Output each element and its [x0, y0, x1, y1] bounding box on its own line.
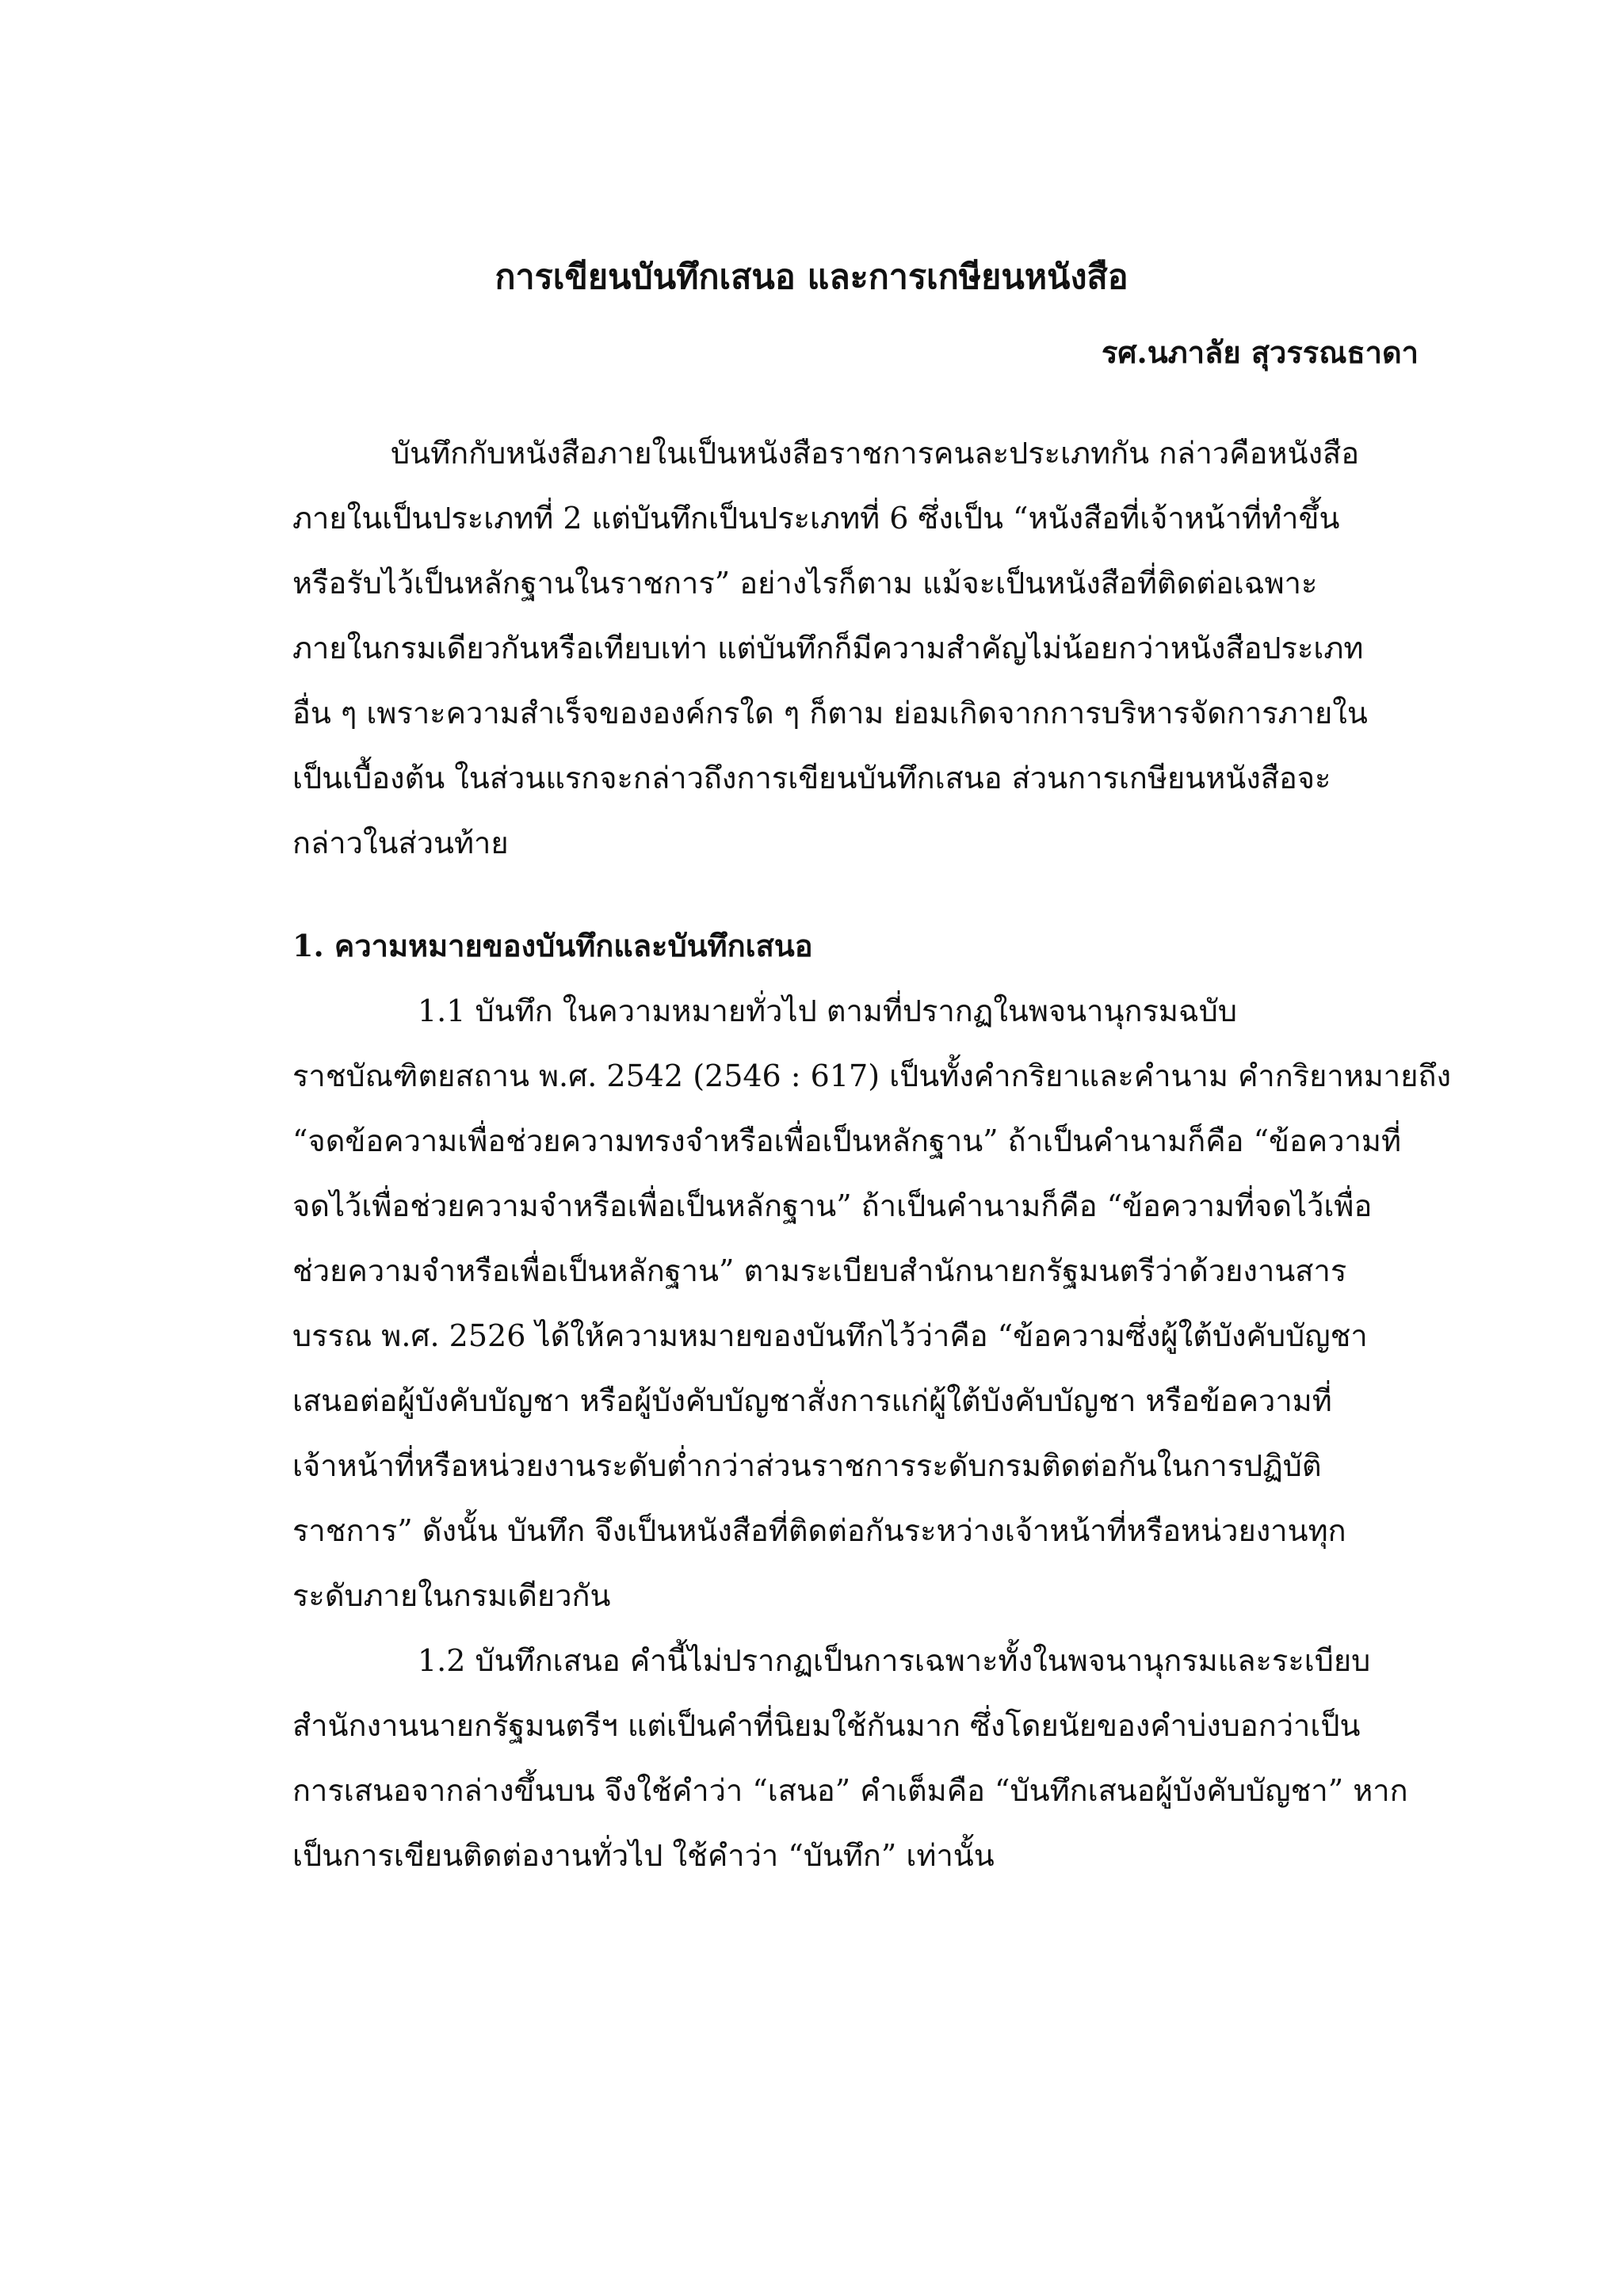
intro-line: เป็นเบื้องต้น ในส่วนแรกจะกล่าวถึงการเขียนบันทึกเสนอ ส่วนการเกษียนหนังสือจะ — [292, 761, 1331, 795]
intro-line: ภายในกรมเดียวกันหรือเทียบเท่า แต่บันทึกก็มีความสำคัญไม่น้อยกว่าหนังสือประเภท — [292, 631, 1364, 666]
section-1-1-line: จดไว้เพื่อช่วยความจำหรือเพื่อเป็นหลักฐาน” ถ้าเป็นคำนามก็คือ “ข้อความที่จดไว้เพื่อ — [292, 1188, 1373, 1223]
section-1-2-line: เป็นการเขียนติดต่องานทั่วไป ใช้คำว่า “บันทึก” เท่านั้น — [292, 1838, 995, 1873]
section-1-1-line: ราชบัณฑิตยสถาน พ.ศ. 2542 (2546 : 617) เป็นทั้งคำกริยาและคำนาม คำกริยาหมายถึง — [292, 1058, 1452, 1093]
section-1-1-line: บรรณ พ.ศ. 2526 ได้ให้ความหมายของบันทึกไว้ว่าคือ “ข้อความซึ่งผู้ใต้บังคับบัญชา — [292, 1318, 1368, 1353]
section-1-2-line: 1.2 บันทึกเสนอ คำนี้ไม่ปรากฏเป็นการเฉพาะทั้งในพจนานุกรมและระเบียบ — [418, 1643, 1371, 1678]
section-1-1-line: เสนอต่อผู้บังคับบัญชา หรือผู้บังคับบัญชาสั่งการแก่ผู้ใต้บังคับบัญชา หรือข้อความที่ — [292, 1383, 1332, 1418]
section-1-1-line: เจ้าหน้าที่หรือหน่วยงานระดับต่ำกว่าส่วนราชการระดับกรมติดต่อกันในการปฏิบัติ — [292, 1448, 1322, 1483]
intro-line: ภายในเป็นประเภทที่ 2 แต่บันทึกเป็นประเภทที่ 6 ซึ่งเป็น “หนังสือที่เจ้าหน้าที่ทำขึ้น — [292, 501, 1340, 536]
document-author: รศ.นภาลัย สุวรรณธาดา — [1101, 334, 1419, 370]
section-1-1-line: 1.1 บันทึก ในความหมายทั่วไป ตามที่ปรากฏในพจนานุกรมฉบับ — [418, 994, 1238, 1028]
section-1-1-line: ช่วยความจำหรือเพื่อเป็นหลักฐาน” ตามระเบียบสำนักนายกรัฐมนตรีว่าด้วยงานสาร — [292, 1253, 1347, 1288]
section-1-2-line: การเสนอจากล่างขึ้นบน จึงใช้คำว่า “เสนอ” คำเต็มคือ “บันทึกเสนอผู้บังคับบัญชา” หาก — [292, 1773, 1408, 1808]
section-heading: 1. ความหมายของบันทึกและบันทึกเสนอ — [292, 928, 813, 963]
document-title: การเขียนบันทึกเสนอ และการเกษียนหนังสือ — [495, 257, 1128, 297]
section-1-2-line: สำนักงานนายกรัฐมนตรีฯ แต่เป็นคำที่นิยมใช้กันมาก ซึ่งโดยนัยของคำบ่งบอกว่าเป็น — [292, 1708, 1361, 1743]
intro-line: หรือรับไว้เป็นหลักฐานในราชการ” อย่างไรก็ตาม แม้จะเป็นหนังสือที่ติดต่อเฉพาะ — [292, 566, 1318, 601]
section-1-1-line: ราชการ” ดังนั้น บันทึก จึงเป็นหนังสือที่ติดต่อกันระหว่างเจ้าหน้าที่หรือหน่วยงานทุก — [292, 1513, 1346, 1548]
intro-line: อื่น ๆ เพราะความสำเร็จขององค์กรใด ๆ ก็ตาม ย่อมเกิดจากการบริหารจัดการภายใน — [292, 696, 1368, 730]
intro-line: กล่าวในส่วนท้าย — [292, 826, 509, 860]
section-1-1-line: ระดับภายในกรมเดียวกัน — [292, 1578, 611, 1613]
intro-line: บันทึกกับหนังสือภายในเป็นหนังสือราชการคนละประเภทกัน กล่าวคือหนังสือ — [391, 436, 1360, 471]
section-1-1-line: “จดข้อความเพื่อช่วยความทรงจำหรือเพื่อเป็นหลักฐาน” ถ้าเป็นคำนามก็คือ “ข้อความที่ — [292, 1123, 1401, 1158]
